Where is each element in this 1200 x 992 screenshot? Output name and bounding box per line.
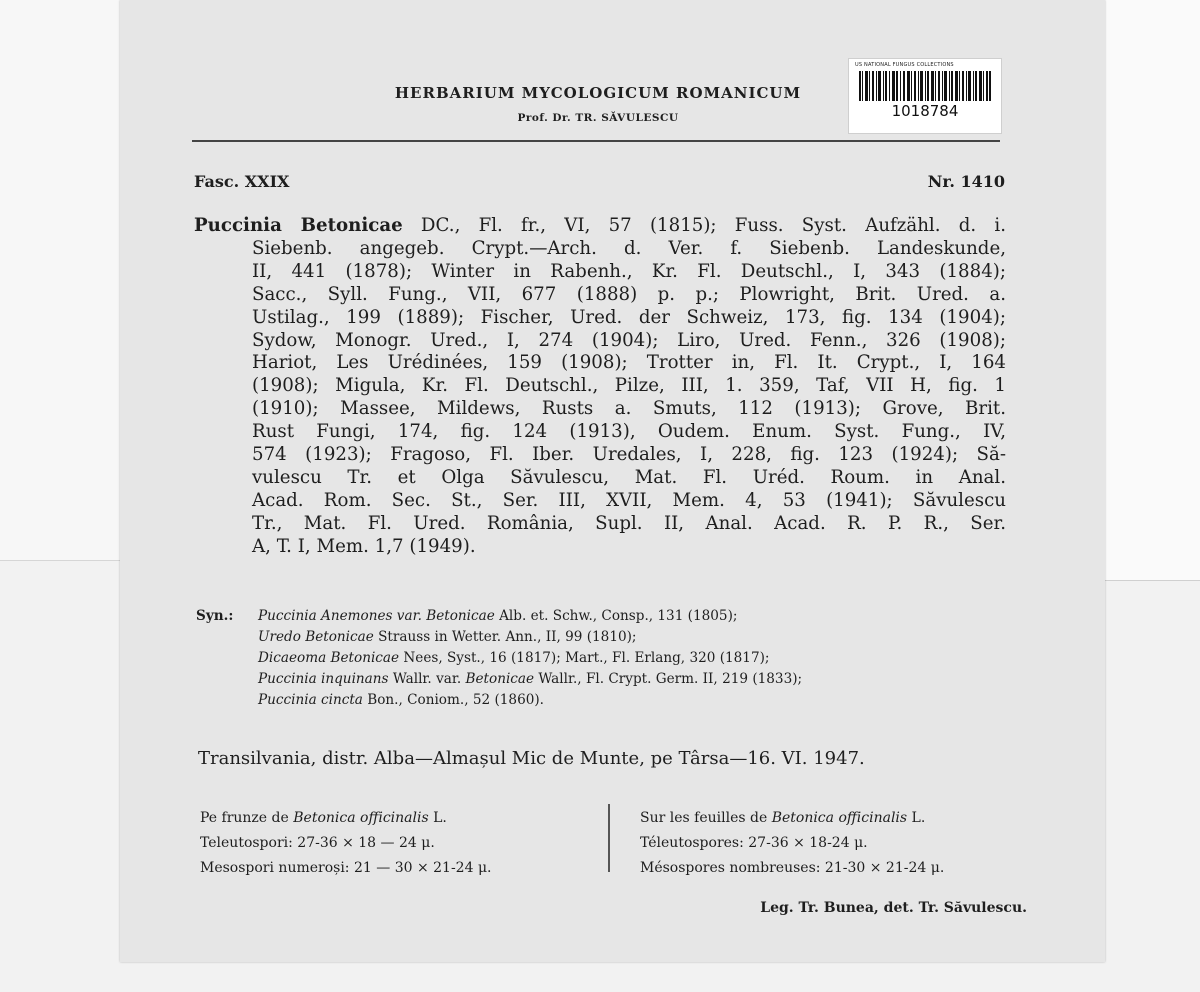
barcode-number: 1018784	[891, 102, 959, 120]
taxon-name: Puccinia Betonicae	[194, 215, 403, 236]
reference-line: 574 (1923); Fragoso, Fl. Iber. Uredales, I, 228, fig. 123 (1924); Să-	[252, 444, 1006, 466]
host-line: Sur les feuilles de Betonica officinalis L.	[640, 810, 926, 826]
collection-locality: Transilvania, distr. Alba—Almașul Mic de Munte, pe Târsa—16. VI. 1947.	[198, 748, 865, 769]
collector-credit: Leg. Tr. Bunea, det. Tr. Săvulescu.	[760, 900, 1027, 916]
fascicle-number: Fasc. XXIX	[194, 172, 290, 191]
herbarium-label	[120, 0, 1105, 962]
mesospore-measurement: Mésospores nombreuses: 21-30 × 21-24 μ.	[640, 860, 945, 876]
column-divider	[608, 804, 610, 872]
specimen-number: Nr. 1410	[927, 172, 1005, 191]
host-details-romanian	[200, 806, 492, 881]
barcode-caption: US NATIONAL FUNGUS COLLECTIONS	[855, 62, 954, 68]
reference-line: vulescu Tr. et Olga Săvulescu, Mat. Fl. Uréd. Roum. in Anal.	[252, 466, 1006, 488]
host-details-french	[640, 806, 944, 881]
reference-line: Hariot, Les Urédinées, 159 (1908); Trotter in, Fl. It. Crypt., I, 164	[252, 352, 1006, 374]
reference-line: Tr., Mat. Fl. Ured. România, Supl. II, Anal. Acad. R. P. R., Ser.	[252, 512, 1006, 534]
reference-line: Siebenb. angegeb. Crypt.—Arch. d. Ver. f. Siebenb. Landeskunde,	[252, 237, 1006, 259]
reference-line: Sacc., Syll. Fung., VII, 677 (1888) p. p.; Plowright, Brit. Ured. a.	[252, 283, 1006, 305]
synonym-entry: Puccinia cincta Bon., Coniom., 52 (1860).	[258, 692, 544, 708]
reference-line: Rust Fungi, 174, fig. 124 (1913), Oudem. Enum. Syst. Fung., IV,	[252, 421, 1006, 443]
herbarium-subtitle: Prof. Dr. TR. SĂVULESCU	[517, 112, 679, 124]
barcode-sticker	[848, 58, 1002, 134]
reference-line: Acad. Rom. Sec. St., Ser. III, XVII, Mem. 4, 53 (1941); Săvulescu	[252, 489, 1006, 511]
reference-line: A, T. I, Mem. 1,7 (1949).	[252, 535, 476, 557]
reference-line: Ustilag., 199 (1889); Fischer, Ured. der Schweiz, 173, fig. 134 (1904);	[252, 306, 1006, 328]
herbarium-title: HERBARIUM MYCOLOGICUM ROMANICUM	[394, 84, 802, 102]
header-rule	[192, 140, 1000, 142]
teleutospore-measurement: Téleutospores: 27-36 × 18-24 μ.	[640, 835, 868, 851]
reference-line: (1908); Migula, Kr. Fl. Deutschl., Pilze, III, 1. 359, Taf, VII H, fig. 1	[252, 375, 1006, 397]
synonym-entry: Puccinia Anemones var. Betonicae Alb. et. Schw., Consp., 131 (1805);	[258, 608, 738, 624]
synonyms-label: Syn.:	[196, 608, 234, 624]
reference-line: II, 441 (1878); Winter in Rabenh., Kr. Fl. Deutschl., I, 343 (1884);	[252, 260, 1006, 282]
reference-line: Sydow, Monogr. Ured., I, 274 (1904); Liro, Ured. Fenn., 326 (1908);	[252, 329, 1006, 351]
synonym-entry: Puccinia inquinans Wallr. var. Betonicae Wallr., Fl. Crypt. Germ. II, 219 (1833);	[258, 671, 803, 687]
reference-line: (1910); Massee, Mildews, Rusts a. Smuts, 112 (1913); Grove, Brit.	[252, 398, 1006, 420]
synonym-entry: Dicaeoma Betonicae Nees, Syst., 16 (1817); Mart., Fl. Erlang, 320 (1817);	[258, 650, 770, 666]
reference-line: Puccinia Betonicae DC., Fl. fr., VI, 57 (1815); Fuss. Syst. Aufzähl. d. i.	[194, 215, 1006, 236]
taxon-reference	[194, 215, 1006, 559]
synonym-entry: Uredo Betonicae Strauss in Wetter. Ann., II, 99 (1810);	[258, 629, 637, 645]
mesospore-measurement: Mesospori numeroși: 21 — 30 × 21-24 μ.	[200, 860, 492, 876]
teleutospore-measurement: Teleutospori: 27-36 × 18 — 24 μ.	[200, 835, 435, 851]
host-line: Pe frunze de Betonica officinalis L.	[200, 810, 447, 826]
barcode-icon	[859, 71, 991, 101]
background-sheet-left	[0, 0, 120, 561]
